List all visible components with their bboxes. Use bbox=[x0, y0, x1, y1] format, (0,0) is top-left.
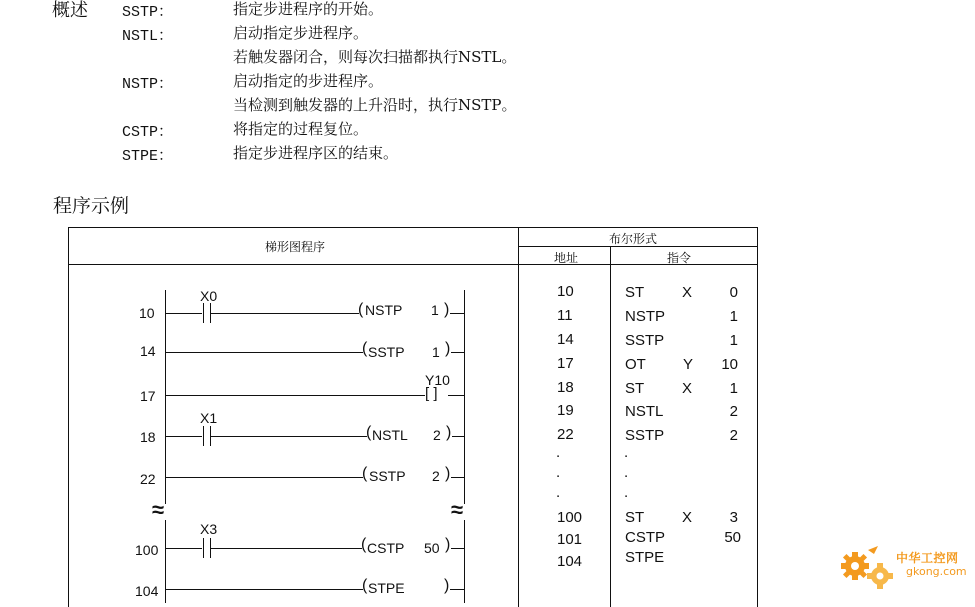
rung-wire bbox=[448, 395, 464, 396]
bool-instruction: ST bbox=[625, 284, 645, 301]
table-divider bbox=[518, 227, 519, 607]
bool-number: 0 bbox=[729, 284, 738, 301]
bool-instruction: ST bbox=[625, 380, 645, 397]
watermark-domain: gkong.com bbox=[906, 565, 967, 578]
bool-instruction: OT bbox=[625, 356, 646, 373]
bool-number: 2 bbox=[729, 427, 738, 444]
overview-desc: 若触发器闭合，则每次扫描都执行NSTL。 bbox=[233, 48, 517, 66]
rung-wire bbox=[450, 313, 464, 314]
bool-address: 14 bbox=[557, 331, 574, 348]
rung-wire bbox=[165, 436, 202, 437]
overview-term: NSTL： bbox=[122, 28, 174, 45]
coil-instruction: NSTP bbox=[365, 302, 403, 318]
coil-close: ) bbox=[445, 536, 451, 553]
overview-desc: 将指定的过程复位。 bbox=[233, 120, 369, 138]
bool-address: 101 bbox=[557, 531, 583, 548]
bool-number: 2 bbox=[729, 403, 738, 420]
bool-number: 3 bbox=[729, 509, 738, 526]
overview-desc: 启动指定步进程序。 bbox=[233, 24, 369, 42]
left-power-rail bbox=[165, 290, 166, 504]
ellipsis-dot: . bbox=[624, 484, 629, 501]
coil-close: ) bbox=[444, 577, 450, 594]
coil-instruction: SSTP bbox=[368, 344, 405, 360]
bool-instruction: CSTP bbox=[625, 529, 666, 546]
right-power-rail bbox=[464, 290, 465, 504]
bool-device: Y bbox=[683, 356, 694, 373]
coil-instruction: STPE bbox=[368, 580, 405, 596]
contact-symbol bbox=[203, 426, 204, 446]
rung-wire bbox=[165, 589, 363, 590]
break-symbol: ≈ bbox=[451, 497, 464, 522]
bool-address: 19 bbox=[557, 402, 574, 419]
bool-instruction: ST bbox=[625, 509, 645, 526]
watermark-logo bbox=[838, 544, 972, 600]
instruction-header: 指令 bbox=[667, 251, 692, 265]
ellipsis-dot: . bbox=[556, 444, 561, 461]
overview-term: STPE： bbox=[122, 148, 174, 165]
ellipsis-dot: . bbox=[556, 484, 561, 501]
rung-address: 10 bbox=[139, 305, 155, 321]
bool-device: X bbox=[682, 509, 693, 526]
rung-wire bbox=[165, 313, 202, 314]
bool-address: 18 bbox=[557, 379, 574, 396]
bool-number: 1 bbox=[729, 380, 738, 397]
rung-wire bbox=[211, 548, 362, 549]
coil-number: 1 bbox=[432, 344, 440, 360]
coil-number: 1 bbox=[431, 302, 439, 318]
overview-desc: 启动指定的步进程序。 bbox=[233, 72, 384, 90]
rung-wire bbox=[165, 395, 425, 396]
left-power-rail bbox=[165, 520, 166, 603]
rung-address: 14 bbox=[140, 343, 156, 359]
bool-instruction: STPE bbox=[625, 549, 665, 566]
ellipsis-dot: . bbox=[624, 444, 629, 461]
bool-number: 50 bbox=[724, 529, 741, 546]
coil-open: ( bbox=[362, 340, 368, 357]
bool-device: X bbox=[682, 380, 693, 397]
overview-term: SSTP： bbox=[122, 4, 174, 21]
bool-address: 22 bbox=[557, 426, 574, 443]
contact-symbol bbox=[203, 538, 204, 558]
coil-number: 2 bbox=[432, 468, 440, 484]
bool-address: 10 bbox=[557, 283, 574, 300]
bool-address: 17 bbox=[557, 355, 574, 372]
contact-label: X1 bbox=[200, 410, 218, 426]
address-header: 地址 bbox=[554, 251, 579, 265]
coil-instruction: SSTP bbox=[369, 468, 406, 484]
rung-wire bbox=[165, 352, 363, 353]
overview-desc: 当检测到触发器的上升沿时，执行NSTP。 bbox=[233, 96, 517, 114]
bool-number: 10 bbox=[721, 356, 738, 373]
rung-address: 18 bbox=[140, 429, 156, 445]
bool-instruction: SSTP bbox=[625, 332, 665, 349]
table-divider bbox=[610, 246, 611, 607]
coil-instruction: CSTP bbox=[367, 540, 405, 556]
rung-wire bbox=[451, 548, 464, 549]
coil-close: ) bbox=[445, 340, 451, 357]
table-divider bbox=[68, 264, 758, 265]
overview-desc: 指定步进程序区的结束。 bbox=[233, 144, 399, 162]
coil-open: ( bbox=[358, 301, 364, 318]
rung-address: 17 bbox=[140, 388, 156, 404]
break-symbol: ≈ bbox=[152, 497, 165, 522]
coil-number: 50 bbox=[424, 540, 440, 556]
rung-wire bbox=[165, 548, 202, 549]
coil-open: ( bbox=[361, 536, 367, 553]
coil-close: ) bbox=[444, 301, 450, 318]
right-power-rail bbox=[464, 520, 465, 603]
bool-instruction: NSTL bbox=[625, 403, 664, 420]
coil-open: ( bbox=[362, 577, 368, 594]
output-coil-symbol: [ ] bbox=[425, 385, 438, 402]
coil-open: ( bbox=[366, 424, 372, 441]
contact-symbol bbox=[203, 303, 204, 323]
output-label: Y10 bbox=[425, 372, 450, 388]
coil-open: ( bbox=[362, 465, 368, 482]
watermark-brand: 中华工控网 bbox=[896, 551, 959, 565]
rung-wire bbox=[211, 313, 359, 314]
overview-term: NSTP： bbox=[122, 76, 174, 93]
coil-instruction: NSTL bbox=[372, 427, 408, 443]
overview-label: 概述 bbox=[52, 0, 88, 21]
boolean-header: 布尔形式 bbox=[609, 232, 658, 246]
rung-wire bbox=[450, 589, 464, 590]
rung-address: 100 bbox=[135, 542, 159, 558]
bool-number: 1 bbox=[729, 332, 738, 349]
ellipsis-dot: . bbox=[624, 464, 629, 481]
section-title: 程序示例 bbox=[53, 195, 130, 217]
rung-wire bbox=[165, 477, 363, 478]
overview-desc: 指定步进程序的开始。 bbox=[233, 0, 384, 18]
coil-close: ) bbox=[446, 424, 452, 441]
bool-device: X bbox=[682, 284, 693, 301]
coil-number: 2 bbox=[433, 427, 441, 443]
rung-wire bbox=[211, 436, 367, 437]
coil-close: ) bbox=[445, 465, 451, 482]
bool-address: 104 bbox=[557, 553, 583, 570]
ladder-header: 梯形图程序 bbox=[265, 240, 326, 254]
bool-instruction: SSTP bbox=[625, 427, 665, 444]
overview-term: CSTP： bbox=[122, 124, 174, 141]
bool-address: 100 bbox=[557, 509, 583, 526]
bool-address: 11 bbox=[557, 307, 573, 324]
contact-label: X0 bbox=[200, 288, 218, 304]
bool-number: 1 bbox=[729, 308, 738, 325]
rung-wire bbox=[452, 436, 464, 437]
gear-icon bbox=[838, 544, 898, 596]
rung-wire bbox=[451, 477, 464, 478]
contact-label: X3 bbox=[200, 521, 218, 537]
rung-wire bbox=[451, 352, 464, 353]
rung-address: 22 bbox=[140, 471, 156, 487]
ellipsis-dot: . bbox=[556, 464, 561, 481]
rung-address: 104 bbox=[135, 583, 159, 599]
bool-instruction: NSTP bbox=[625, 308, 666, 325]
